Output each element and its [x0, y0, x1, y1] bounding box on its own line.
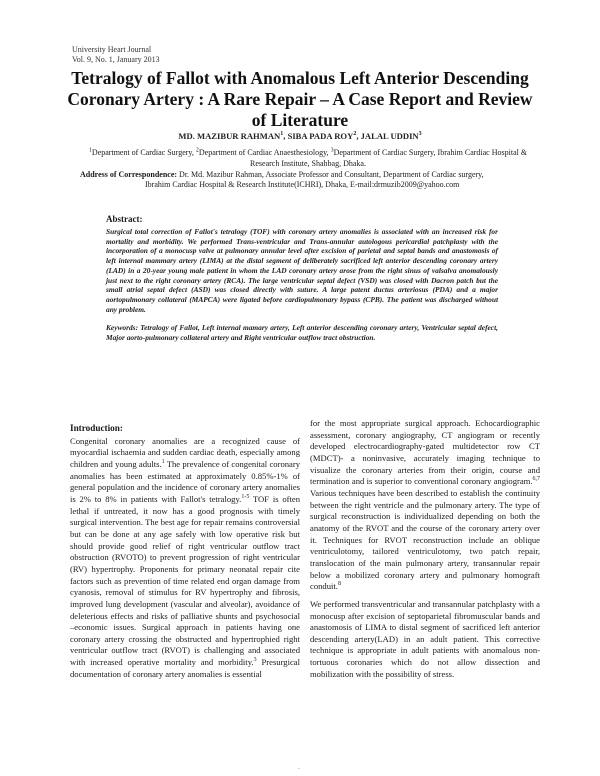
affil-3: Department of Cardiac Surgery, Ibrahim Cardiac Hospital & Research Institute, Shahbag, Dhaka.: [250, 148, 528, 168]
affil-1-sup: 1: [88, 147, 92, 154]
intro-paragraph-1-continued: [310, 418, 540, 593]
citation-8: 8: [337, 581, 341, 588]
correspondence-line-1: Dr. Md. Mazibur Rahman, Associate Professor and Consultant, Department of Cardiac surgery,: [177, 170, 484, 179]
author-1: MD. MAZIBUR RAHMAN: [178, 131, 281, 141]
right-column: [310, 418, 540, 680]
abstract-text: Surgical total correction of Fallot's tetralogy (TOF) with coronary artery anomalies is associated with an increased risk for mortality and morbidity. We performed Trans-ventricular and Trans-annular autologous pericardial patchplasty with the incorporation of a monocusp valve at pulmonary annular level after excision of parietal and septal bands and anastomosis of left internal mammary artery (LIMA) at the distal segment of deliberately sacrificed left anterior descending coronary artery (LAD) in a 20-year young male patient in whom the LAD coronary artery arose from the right sinus of valsalva anomalously just next to the right coronary artery (RCA). The large ventricular septal defect (VSD) was closed with Dacron patch but the small atrial septal defect (ASD) was closed directly with suture. A large patent ductus arteriosus (PDA) and a major aortopulmonary collateral (MAPCA) were ligated before cardiopulmonary bypass (CPB). The patient was discharged without any problem.: [106, 227, 498, 314]
intro-paragraph-2: We performed transventricular and transannular patchplasty with a monocusp after excision of septoparietal fibromuscular bands and anastomosis of LIMA to distal segment of sacrificed left anterior descending artery(LAD) in an adult patient. This corrective technique is appropriate in adult patients with anomalous non-tortuous coronaries which do not allow dissection and mobilization with the possibility of stress.: [310, 598, 540, 679]
affil-2-sup: 2: [195, 147, 199, 154]
affil-1: Department of Cardiac Surgery,: [91, 148, 196, 157]
article-title: Tetralogy of Fallot with Anomalous Left Anterior Descending Coronary Artery : A Rare Repair – A Case Report and Review of Literature: [67, 68, 533, 130]
affiliations: [74, 148, 542, 169]
intro-paragraph-1: [70, 436, 300, 681]
page-footer-mark: .: [298, 763, 300, 771]
correspondence-label: Address of Correspondence:: [80, 170, 178, 179]
journal-name: University Heart Journal: [72, 45, 152, 54]
correspondence-line-2: Ibrahim Cardiac Hospital & Research Institute(ICHRI), Dhaka, E-mail:drmuzib2009@yahoo.com: [145, 180, 460, 189]
citation-6-7: 6,7: [532, 476, 540, 483]
abstract-heading: Abstract:: [106, 214, 143, 224]
intro-text-r1a: for the most appropriate surgical approach. Echocardiographic assessment, coronary angiography, CT angiogram or recently developed electrocardiography-gated multidetector row CT (MDCT)- a noninvasive, accurately imaging technique to visualize the coronary arteries from their origin, course and termination and is superior to conventional coronary angiogram.: [310, 418, 540, 487]
abstract-section: [106, 214, 498, 343]
citation-1: 1: [161, 459, 165, 466]
author-1-sup: 1: [280, 131, 284, 138]
author-3-sup: 3: [418, 131, 422, 138]
journal-header: [72, 45, 160, 64]
author-3: JALAL UDDIN: [360, 131, 419, 141]
journal-issue: Vol. 9, No. 1, January 2013: [72, 54, 160, 64]
intro-text-1a: Congenital coronary anomalies are a recognized cause of myocardial ischaemia and sudden cardiac death, especially among children and young adults.: [70, 435, 300, 469]
intro-text-r1b: Various techniques have been described to establish the continuity between the right ventricle and the pulmonary artery. The type of surgical reconstruction is individualized depending on both the anatomy of the RVOT and the course of the coronary artery over it. Techniques for RVOT reconstruction include an oblique ventriculotomy, tailored ventriculotomy, two patch repair, translocation of the main pulmonary artery, transannular repair below a mobilized coronary artery and pulmonary homograft conduit.: [310, 487, 540, 592]
author-2: SIBA PADA ROY: [287, 131, 354, 141]
affil-3-sup: 3: [330, 147, 334, 154]
affil-2: Department of Cardiac Anaesthesiology,: [198, 148, 331, 157]
citation-3: 3: [253, 657, 257, 664]
intro-text-1d: Presurgical documentation of coronary artery anomalies is essential: [70, 657, 300, 679]
author-list: MD. MAZIBUR RAHMAN$^1$, SIBA PADA ROY$^2$, JALAL UDDIN$^3$: [178, 131, 422, 141]
citation-1-5: 1-5: [241, 494, 250, 501]
intro-text-1b: The prevalence of congenital coronary anomalies has been estimated at approximately 0.85%-1% of general population and the incidence of coronary artery anomalies is 2% to 8% in patients with Fallot's tetralogy.: [70, 458, 301, 504]
intro-text-1c: TOF is often lethal if untreated, it now has a good prognosis with timely surgical intervention. The best age for repair remains controversial but can be done at any age safely with low operative risk but should provide good relief of right ventricular outflow tract obstruction (RVOTO) to prevent progression of right ventricular (RV) hypertrophy. Proponents for primary neonatal repair cite factors such as prevention of time related end organ damage from cyanosis, removal of stimulus for RV hypertrophy and fibrosis, improved lung development (vascular and alveolar), avoidance of deleterious effects and risks of palliative shunts and psychosocial –economic issues. Surgical approach in patients having one coronary artery crossing the obstructed and hypertrophied right ventricular outflow tract (RVOT) is challenging and associated with increased operative mortality and morbidity.: [70, 493, 300, 668]
correspondence-address: [80, 170, 542, 190]
author-2-sup: 2: [353, 131, 357, 138]
keywords: Keywords: Tetralogy of Fallot, Left internal mamary artery, Left anterior descending coronary artery, Ventricular septal defect, Major aorto-pulmonary collateral artery and Right ventricular outflow tract obstruction.: [106, 323, 498, 343]
introduction-heading: Introduction:: [70, 423, 123, 433]
left-column: [70, 423, 300, 680]
